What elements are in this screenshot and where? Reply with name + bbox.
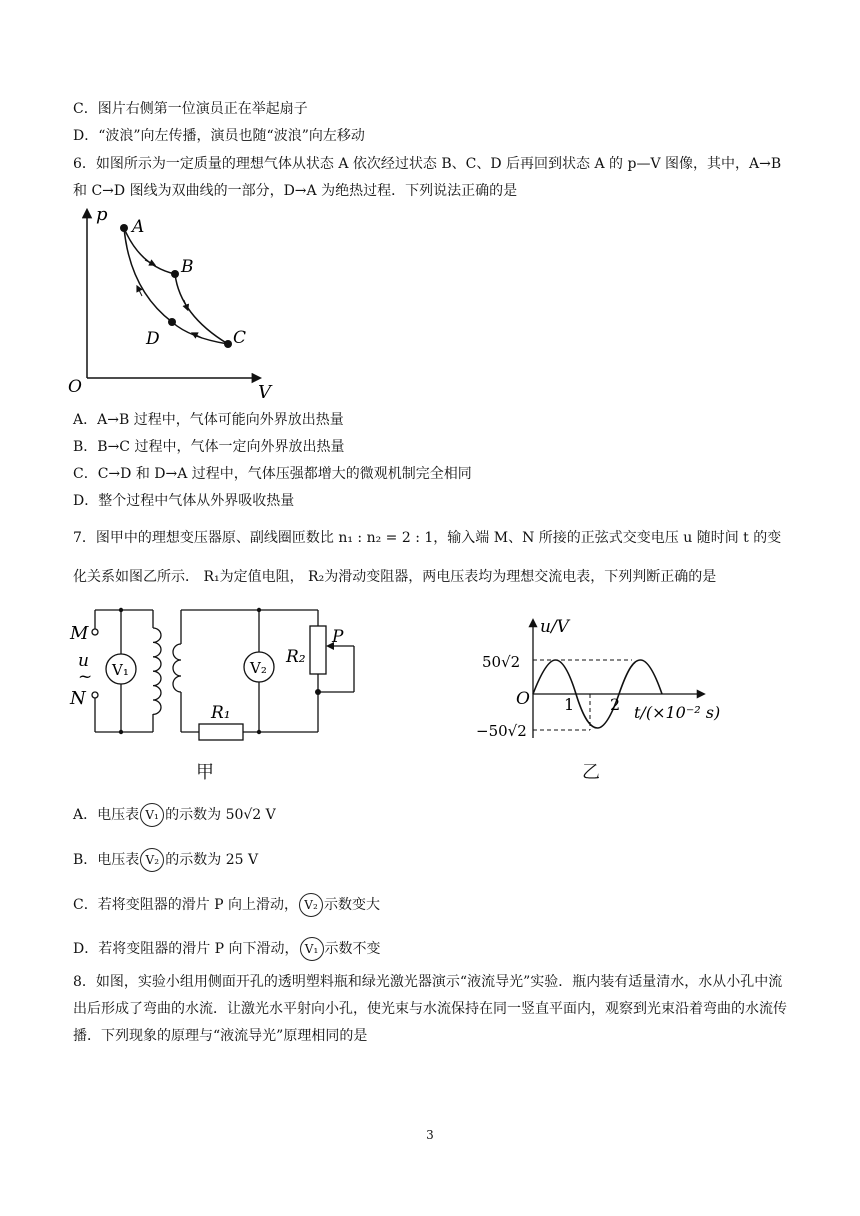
q6-option-c: C．C→D 和 D→A 过程中，气体压强都增大的微观机制完全相同 xyxy=(73,466,472,482)
label-d: D xyxy=(146,329,160,349)
point-c xyxy=(224,340,232,348)
q6-stem-line2: 和 C→D 图线为双曲线的一部分，D→A 为绝热过程．下列说法正确的是 xyxy=(73,183,518,199)
svg-text:V₂: V₂ xyxy=(250,659,267,677)
curve-c-d xyxy=(172,322,228,344)
voltmeter-v1-symbol: V₁ xyxy=(140,803,164,827)
q5-option-d: D．“波浪”向左传播，演员也随“波浪”向左移动 xyxy=(73,128,365,144)
svg-text:−50√2: −50√2 xyxy=(476,722,527,740)
point-b xyxy=(171,270,179,278)
q5-option-c: C．图片右侧第一位演员正在举起扇子 xyxy=(73,101,308,117)
svg-text:t/(×10⁻² s): t/(×10⁻² s) xyxy=(634,703,721,722)
voltmeter-v2-symbol: V₂ xyxy=(140,848,164,872)
svg-text:P: P xyxy=(332,627,344,647)
q7-option-d: D．若将变阻器的滑片 P 向下滑动， V₁ 示数不变 xyxy=(73,937,381,961)
voltmeter-v1-symbol: V₁ xyxy=(300,937,324,961)
q7-stem-line2: 化关系如图乙所示． R₁为定值电阻， R₂为滑动变阻器，两电压表均为理想交流电表，下列判断正确的是 xyxy=(73,569,717,585)
q7-option-b: B．电压表 V₂ 的示数为 25 V xyxy=(73,848,258,872)
svg-text:50√2: 50√2 xyxy=(482,653,521,671)
point-a xyxy=(120,224,128,232)
point-d xyxy=(168,318,176,326)
svg-text:O: O xyxy=(516,689,530,709)
svg-text:u/V: u/V xyxy=(540,617,569,637)
caption-jia: 甲 xyxy=(196,762,214,783)
label-b: B xyxy=(181,257,194,277)
caption-yi: 乙 xyxy=(582,762,600,783)
label-v: V xyxy=(258,382,271,400)
q7-stem-line1: 7．图甲中的理想变压器原、副线圈匝数比 n₁ : n₂ = 2 : 1，输入端 M、N 所接的正弦式交变电压 u 随时间 t 的变 xyxy=(73,530,782,546)
resistor-r1 xyxy=(199,724,243,740)
q7-option-a: A．电压表 V₁ 的示数为 50√2 V xyxy=(73,803,276,827)
svg-text:2: 2 xyxy=(610,695,621,714)
label-a: A xyxy=(132,217,145,237)
curve-b-c xyxy=(175,274,228,344)
secondary-coil xyxy=(173,644,181,692)
q6-option-a: A．A→B 过程中，气体可能向外界放出热量 xyxy=(73,412,344,428)
circuit-diagram xyxy=(66,604,366,744)
voltage-time-graph xyxy=(476,612,736,746)
svg-text:~: ~ xyxy=(78,667,93,687)
q6-stem-line1: 6．如图所示为一定质量的理想气体从状态 A 依次经过状态 B、C、D 后再回到状态 A 的 p—V 图像，其中，A→B xyxy=(73,156,782,172)
q7-option-c: C．若将变阻器的滑片 P 向上滑动， V₂ 示数变大 xyxy=(73,893,380,917)
voltmeter-v2-symbol: V₂ xyxy=(299,893,323,917)
svg-text:u: u xyxy=(78,651,89,671)
label-p: p xyxy=(96,204,108,225)
q8-stem: 8．如图，实验小组用侧面开孔的透明塑料瓶和绿光激光器演示“液流导光”实验．瓶内装有适量清水，水从小孔中流出后形成了弯曲的水流．让激光水平射向小孔，使光束与水流保持在同一竖直平面内，观察到光束沿着弯曲的水流传播．下列现象的原理与“液流导光”原理相同的是 xyxy=(73,974,787,1044)
pv-graph xyxy=(60,200,290,400)
primary-coil xyxy=(153,628,161,714)
q6-option-d: D．整个过程中气体从外界吸收热量 xyxy=(73,493,295,509)
svg-text:M: M xyxy=(70,623,89,644)
svg-text:V₁: V₁ xyxy=(112,661,129,679)
svg-text:R₂: R₂ xyxy=(286,647,306,667)
svg-text:1: 1 xyxy=(564,695,575,714)
label-o: O xyxy=(68,377,82,397)
svg-text:N: N xyxy=(70,688,86,709)
page-number: 3 xyxy=(426,1128,434,1142)
q6-option-b: B．B→C 过程中，气体一定向外界放出热量 xyxy=(73,439,345,455)
label-c: C xyxy=(233,328,247,348)
resistor-r2 xyxy=(310,626,326,674)
svg-text:R₁: R₁ xyxy=(211,703,231,723)
